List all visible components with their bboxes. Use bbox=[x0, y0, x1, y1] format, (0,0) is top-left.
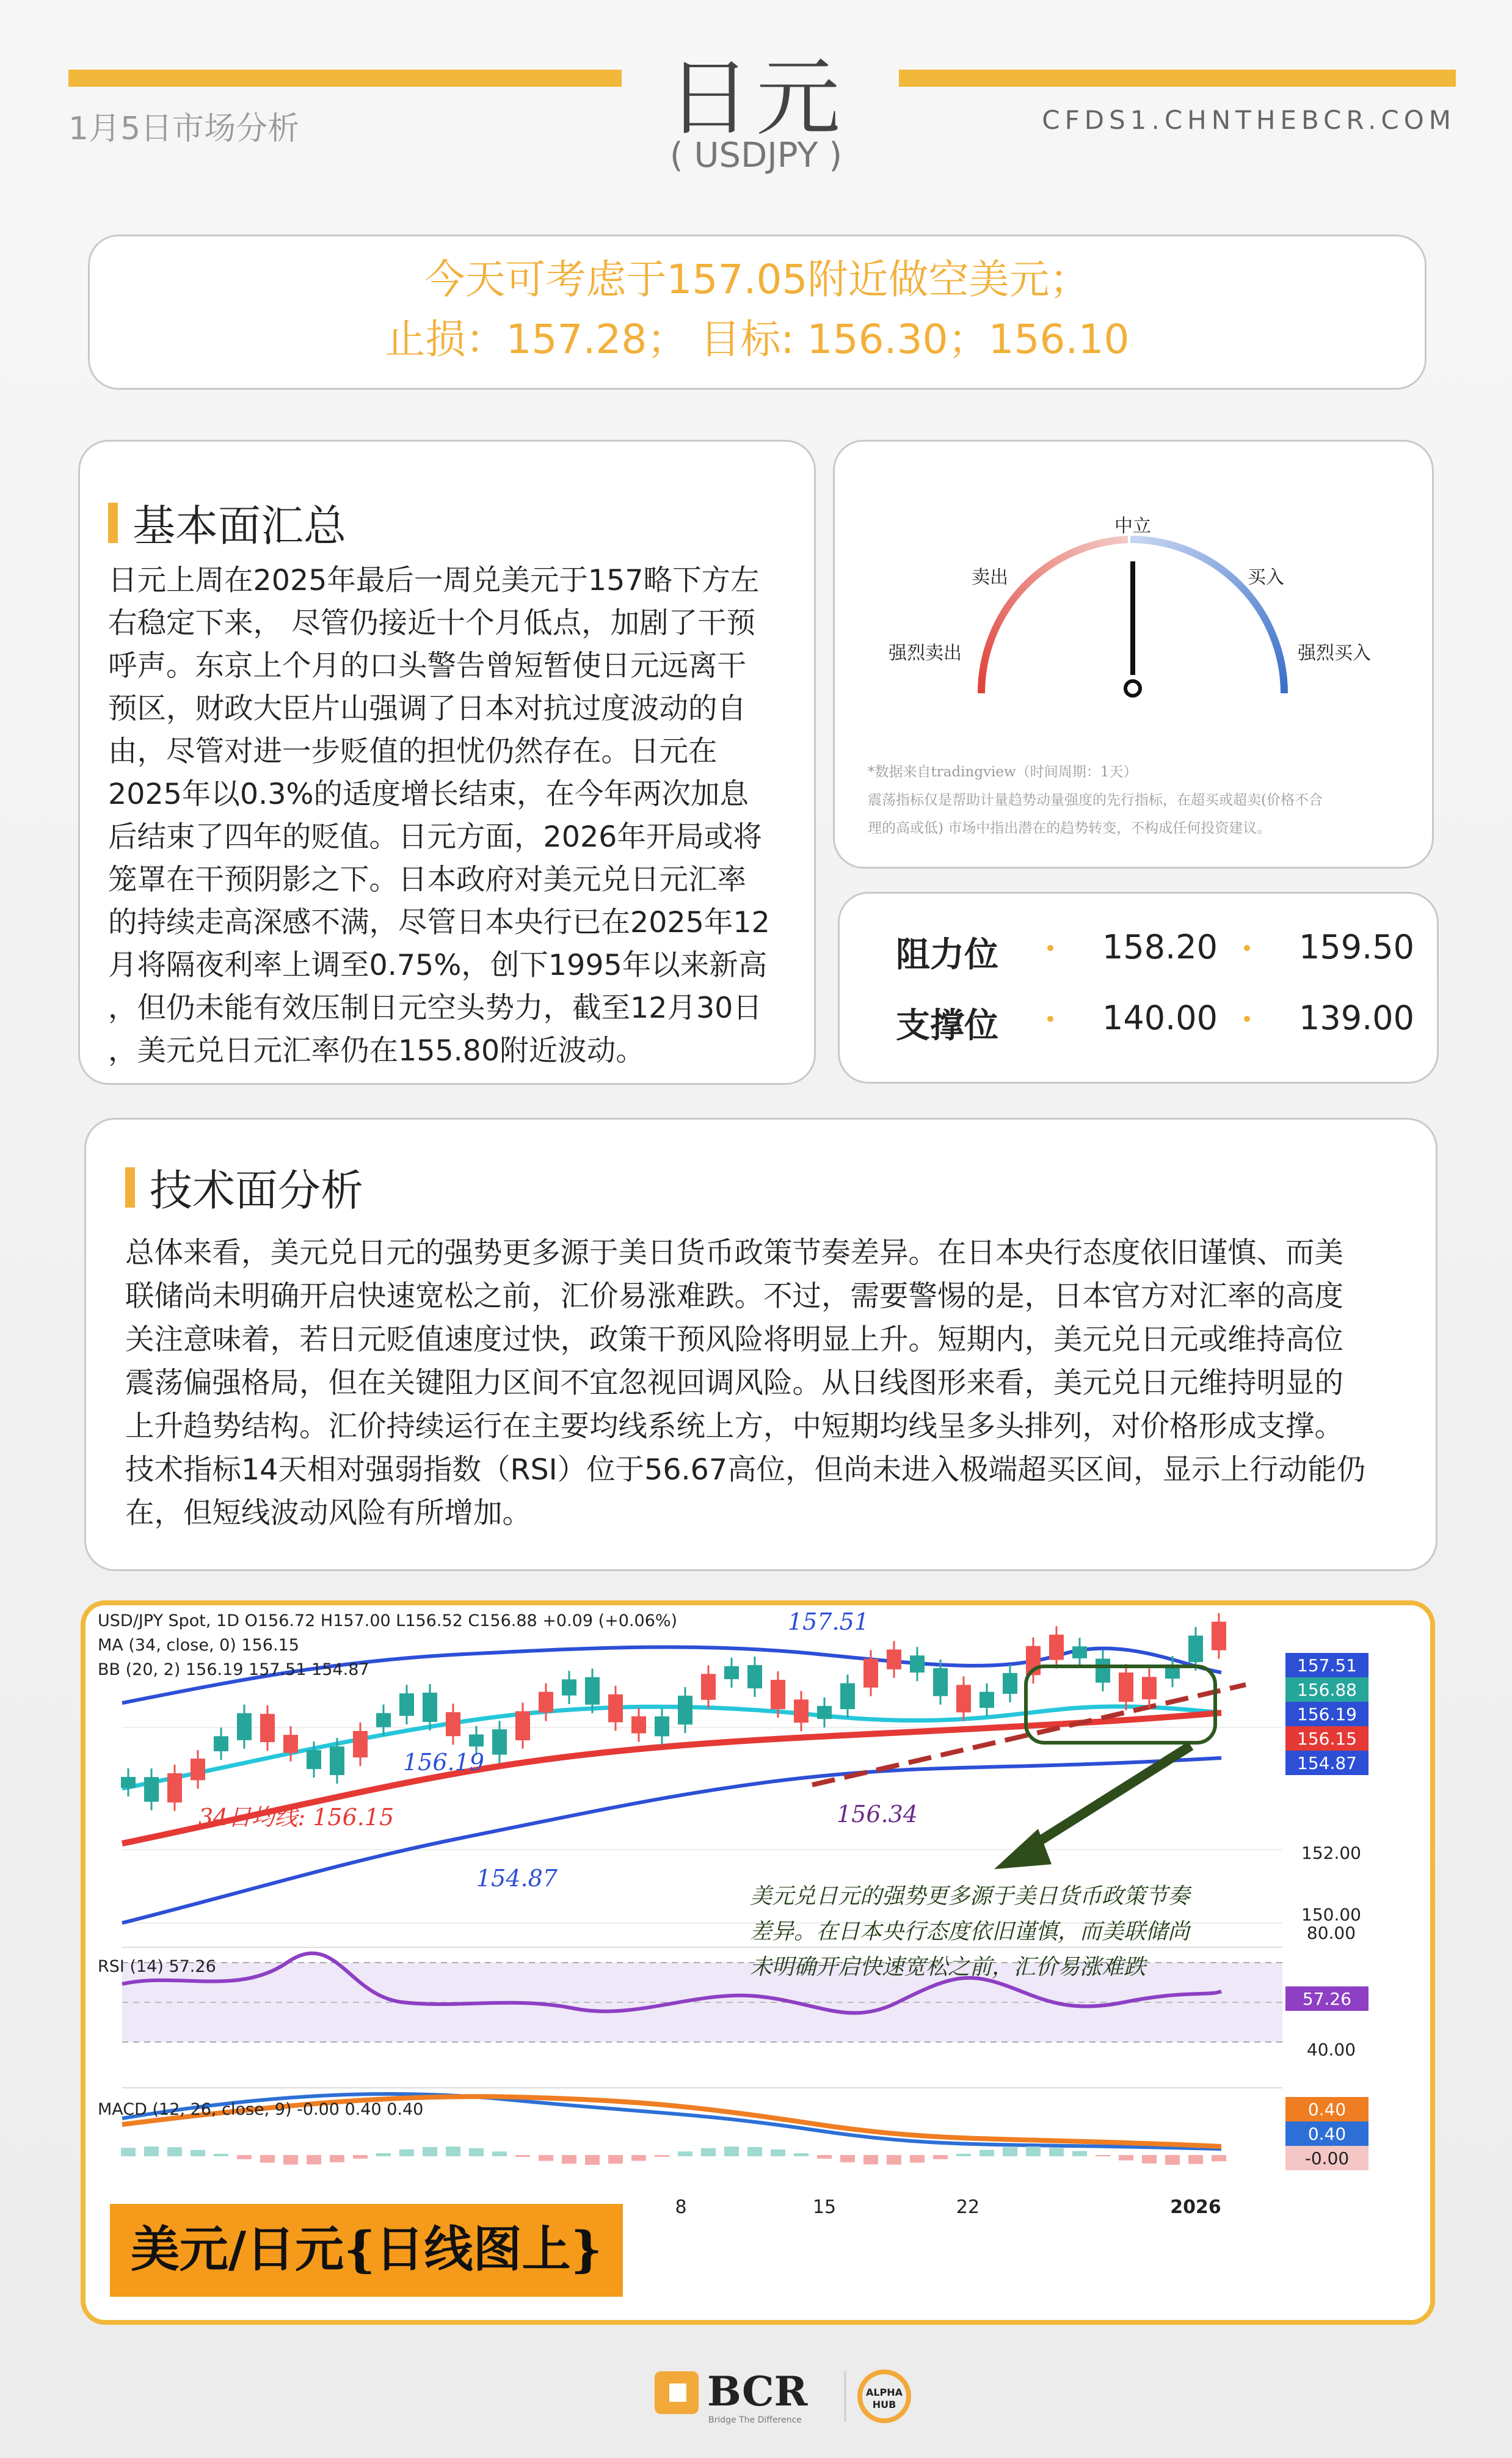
fundamentals-title: 基本面汇总 bbox=[133, 501, 346, 551]
gauge-label-sell: 卖出 bbox=[972, 567, 1008, 588]
macd-bar bbox=[863, 2155, 878, 2164]
macd-bar bbox=[330, 2155, 344, 2162]
macd-bar bbox=[1003, 2147, 1017, 2156]
candle-body bbox=[910, 1655, 925, 1672]
macd-bar bbox=[376, 2153, 391, 2156]
candle-body bbox=[237, 1713, 252, 1740]
macd-bar bbox=[399, 2150, 414, 2156]
gauge-label-strong-sell: 强烈卖出 bbox=[889, 643, 962, 664]
technical-line: 在，但短线波动风险有所增加。 bbox=[125, 1497, 531, 1530]
macd-tag-text: -0.00 bbox=[1304, 2148, 1350, 2168]
macd-bar bbox=[214, 2154, 228, 2156]
candle-body bbox=[794, 1699, 809, 1723]
candle-body bbox=[1072, 1646, 1087, 1658]
macd-bar bbox=[701, 2148, 716, 2156]
chart-banner-text: 美元/日元{日线图上} bbox=[130, 2220, 603, 2278]
technical-line: 联储尚未明确开启快速宽松之前，汇价易涨难跌。不过，需要警惕的是，日本官方对汇率的高度 bbox=[125, 1280, 1343, 1313]
gauge-pivot bbox=[1125, 681, 1140, 696]
macd-bar bbox=[492, 2151, 507, 2156]
gauge-label-strong-buy: 强烈买入 bbox=[1298, 643, 1371, 664]
fundamentals-body bbox=[108, 560, 786, 1073]
price-tag-text: 156.88 bbox=[1297, 1680, 1357, 1700]
bullet-icon bbox=[1047, 1016, 1053, 1022]
sentiment-gauge bbox=[835, 442, 1436, 759]
candle-body bbox=[330, 1746, 344, 1775]
macd-bar bbox=[1072, 2151, 1087, 2156]
resistance-value-1: 158.20 bbox=[1102, 928, 1218, 966]
macd-bar bbox=[585, 2155, 600, 2165]
annotation-note-line: 美元兑日元的强势更多源于美日货币政策节奏 bbox=[750, 1884, 1190, 1909]
candle-body bbox=[747, 1665, 762, 1688]
candle-body bbox=[817, 1706, 832, 1719]
price-tag-text: 156.19 bbox=[1297, 1704, 1357, 1724]
annotation-bb-mid: 156.19 bbox=[403, 1749, 484, 1776]
axis-label: 40.00 bbox=[1306, 2040, 1356, 2060]
heading-accent-bar bbox=[125, 1167, 135, 1208]
fundamentals-line: 笼罩在干预阴影之下。日本政府对美元兑日元汇率 bbox=[108, 863, 746, 897]
macd-bar bbox=[446, 2146, 460, 2156]
candle-body bbox=[655, 1716, 669, 1737]
candle-body bbox=[863, 1659, 878, 1688]
axis-label: 80.00 bbox=[1306, 1923, 1356, 1943]
fundamentals-line: 呼声。东京上个月的口头警告曾短暂使日元远离干 bbox=[108, 649, 746, 683]
macd-legend: MACD (12, 26, close, 9) -0.00 0.40 0.40 bbox=[98, 2100, 424, 2119]
candle-body bbox=[515, 1711, 530, 1740]
fundamentals-line: 日元上周在2025年最后一周兑美元于157略下方左 bbox=[108, 564, 760, 597]
technical-body bbox=[125, 1231, 1408, 1535]
macd-bar bbox=[1096, 2155, 1110, 2156]
chart-legend-line2: MA (34, close, 0) 156.15 bbox=[98, 1636, 299, 1655]
candle-body bbox=[1096, 1658, 1110, 1682]
candle-body bbox=[840, 1683, 855, 1710]
date-label: 8 bbox=[675, 2197, 687, 2218]
strategy-line-1: 今天可考虑于157.05附近做空美元； bbox=[424, 256, 1090, 303]
candle-body bbox=[307, 1750, 321, 1769]
candle-body bbox=[933, 1668, 948, 1696]
candle-body bbox=[260, 1714, 275, 1742]
candle-body bbox=[1003, 1673, 1017, 1694]
candle-body bbox=[353, 1731, 368, 1757]
fundamentals-line: 右稳定下来， 尽管仍接近十个月低点，加剧了干预 bbox=[108, 607, 756, 640]
resistance-row bbox=[840, 917, 1437, 978]
candle-body bbox=[887, 1649, 901, 1669]
levels-card bbox=[838, 892, 1439, 1084]
macd-bar bbox=[678, 2151, 692, 2156]
partner-line2: HUB bbox=[872, 2399, 896, 2410]
macd-bar bbox=[469, 2148, 484, 2156]
gauge-label-neutral: 中立 bbox=[1114, 516, 1151, 537]
candle-body bbox=[1119, 1672, 1133, 1702]
macd-bar bbox=[562, 2155, 576, 2164]
candle-body bbox=[423, 1693, 437, 1722]
macd-bar bbox=[933, 2155, 948, 2159]
macd-bar bbox=[539, 2155, 553, 2161]
bcr-logo-icon bbox=[651, 2363, 920, 2430]
date-label: 22 bbox=[956, 2197, 980, 2218]
footer-logo bbox=[651, 2363, 920, 2430]
macd-bar bbox=[283, 2155, 298, 2165]
candle-body bbox=[167, 1773, 182, 1803]
candle-body bbox=[539, 1692, 553, 1713]
macd-bar bbox=[1188, 2155, 1203, 2164]
macd-bar bbox=[237, 2155, 252, 2159]
macd-bar bbox=[1049, 2148, 1064, 2156]
candle-body bbox=[562, 1679, 576, 1695]
fundamentals-heading bbox=[108, 492, 786, 553]
macd-bar bbox=[747, 2147, 762, 2156]
chart-legend-line1: USD/JPY Spot, 1D O156.72 H157.00 L156.52 C156.88 +0.09 (+0.06%) bbox=[98, 1611, 678, 1630]
axis-label: 152.00 bbox=[1301, 1843, 1361, 1863]
fundamentals-line: ，但仍未能有效压制日元空头势力，截至12月30日 bbox=[108, 991, 762, 1025]
macd-tag-text: 0.40 bbox=[1307, 2099, 1347, 2120]
fundamentals-line: 后结束了四年的贬值。日元方面，2026年开局或将 bbox=[108, 820, 762, 854]
candle-body bbox=[678, 1696, 692, 1724]
page-subtitle: ( USDJPY ) bbox=[669, 136, 843, 175]
gauge-arc-buy bbox=[1130, 539, 1284, 693]
macd-tag-text: 0.40 bbox=[1307, 2124, 1347, 2144]
rsi-tag-text: 57.26 bbox=[1302, 1989, 1352, 2009]
candle-body bbox=[191, 1759, 205, 1780]
technical-line: 关注意味着，若日元贬值速度过快，政策干预风险将明显上升。短期内，美元兑日元或维持高位 bbox=[125, 1323, 1343, 1357]
date-label: 15 bbox=[812, 2197, 837, 2218]
axis-label: 150.00 bbox=[1301, 1905, 1361, 1925]
annotation-note-line: 未明确开启快速宽松之前，汇价易涨难跌 bbox=[750, 1955, 1146, 1980]
macd-bar bbox=[1026, 2146, 1041, 2156]
macd-bar bbox=[817, 2155, 832, 2159]
strategy-card bbox=[88, 235, 1427, 390]
candle-body bbox=[446, 1712, 460, 1736]
macd-bar bbox=[724, 2146, 739, 2156]
annotation-bb-lower: 154.87 bbox=[476, 1865, 558, 1892]
candle-body bbox=[399, 1693, 414, 1716]
macd-bar bbox=[191, 2150, 205, 2156]
candle-body bbox=[144, 1777, 159, 1801]
macd-bar bbox=[1165, 2155, 1180, 2165]
candle-body bbox=[214, 1736, 228, 1751]
price-chart bbox=[85, 1605, 1430, 2320]
bullet-icon bbox=[1047, 945, 1053, 951]
fundamentals-line: 预区，财政大臣片山强调了日本对抗过度波动的自 bbox=[108, 692, 746, 726]
brand-name: BCR bbox=[707, 2368, 808, 2415]
heading-accent-bar bbox=[108, 503, 118, 543]
technical-line: 技术指标14天相对强弱指数（RSI）位于56.67高位，但尚未进入极端超买区间，显示上行动能仍 bbox=[125, 1453, 1366, 1487]
candle-body bbox=[608, 1694, 623, 1723]
annotation-bb-upper: 157.51 bbox=[788, 1608, 869, 1635]
annotation-ma: 34日均线: 156.15 bbox=[198, 1804, 394, 1831]
technical-line: 总体来看，美元兑日元的强势更多源于美日货币政策节奏差异。在日本央行态度依旧谨慎、而美 bbox=[125, 1236, 1343, 1270]
macd-bar bbox=[353, 2155, 368, 2159]
chart-frame bbox=[81, 1600, 1435, 2325]
candle-body bbox=[701, 1674, 716, 1699]
annotation-ma-low: 156.34 bbox=[837, 1801, 918, 1828]
support-row bbox=[840, 988, 1437, 1049]
technical-card bbox=[84, 1118, 1437, 1571]
candle-body bbox=[956, 1685, 971, 1712]
macd-bar bbox=[910, 2155, 925, 2163]
macd-bar bbox=[121, 2148, 136, 2156]
fundamentals-card bbox=[78, 440, 816, 1085]
candle-body bbox=[469, 1734, 484, 1746]
gauge-label-buy: 买入 bbox=[1248, 567, 1284, 588]
candle-body bbox=[283, 1735, 298, 1752]
resistance-value-2: 159.50 bbox=[1299, 928, 1414, 966]
gauge-note-line: 震荡指标仅是帮助计量趋势动量强度的先行指标，在超买或超卖(价格不合 bbox=[868, 792, 1323, 808]
fundamentals-line: 2025年以0.3%的适度增长结束，在今年两次加息 bbox=[108, 778, 749, 811]
site-url: CFDS1.CHNTHEBCR.COM bbox=[1042, 105, 1456, 135]
candle-body bbox=[980, 1692, 994, 1708]
macd-bar bbox=[1142, 2155, 1157, 2164]
price-tag-text: 156.15 bbox=[1297, 1729, 1357, 1749]
strategy-line-2: 止损：157.28； 目标: 156.30；156.10 bbox=[385, 316, 1130, 363]
technical-line: 震荡偏强格局，但在关键阻力区间不宜忽视回调风险。从日线图形来看，美元兑日元维持明显的 bbox=[125, 1366, 1343, 1400]
technical-heading bbox=[125, 1156, 1408, 1218]
price-tag-text: 154.87 bbox=[1297, 1753, 1357, 1773]
chart-legend-line3: BB (20, 2) 156.19 157.51 154.87 bbox=[98, 1660, 369, 1679]
macd-bar bbox=[1212, 2155, 1226, 2161]
macd-bar bbox=[771, 2150, 785, 2156]
candle-body bbox=[376, 1713, 391, 1727]
bullet-icon bbox=[1244, 1016, 1250, 1022]
macd-bar bbox=[423, 2147, 437, 2156]
bullet-icon bbox=[1244, 945, 1250, 951]
gauge-note-line: 理的高或低) 市场中指出潜在的趋势转变，不构成任何投资建议。 bbox=[868, 820, 1271, 836]
candle-body bbox=[1142, 1677, 1157, 1699]
gauge-arc-sell bbox=[981, 539, 1128, 693]
fundamentals-line: ，美元兑日元汇率仍在155.80附近波动。 bbox=[108, 1034, 645, 1068]
support-value-1: 140.00 bbox=[1102, 999, 1218, 1037]
macd-bar bbox=[794, 2153, 809, 2156]
macd-bar bbox=[608, 2155, 623, 2164]
gauge-note bbox=[868, 758, 1405, 842]
brand-tagline: Bridge The Difference bbox=[708, 2415, 802, 2425]
macd-bar bbox=[260, 2155, 275, 2163]
price-tag-text: 157.51 bbox=[1297, 1655, 1357, 1676]
candle-body bbox=[585, 1677, 600, 1705]
macd-bar bbox=[307, 2155, 321, 2164]
partner-line1: ALPHA bbox=[865, 2387, 903, 2398]
fundamentals-line: 的持续走高深感不满，尽管日本央行已在2025年12 bbox=[108, 906, 770, 939]
macd-bar bbox=[1119, 2155, 1133, 2161]
rsi-legend: RSI (14) 57.26 bbox=[98, 1957, 216, 1976]
annotation-note-line: 差异。在日本央行态度依旧谨慎，而美联储尚 bbox=[750, 1919, 1190, 1944]
support-value-2: 139.00 bbox=[1299, 999, 1414, 1037]
date-label: 2026 bbox=[1170, 2197, 1221, 2218]
fundamentals-line: 月将隔夜利率上调至0.75%，创下1995年以来新高 bbox=[108, 949, 768, 982]
support-label: 支撑位 bbox=[896, 1006, 998, 1046]
macd-bar bbox=[655, 2155, 669, 2157]
macd-bar bbox=[167, 2147, 182, 2156]
fundamentals-line: 由，尽管对进一步贬值的担忧仍然存在。日元在 bbox=[108, 735, 718, 768]
macd-bar bbox=[840, 2155, 855, 2162]
candle-body bbox=[724, 1666, 739, 1679]
candle-body bbox=[631, 1716, 646, 1734]
page-title: 日元 bbox=[666, 49, 845, 147]
macd-bar bbox=[631, 2155, 646, 2161]
candle-body bbox=[1212, 1622, 1226, 1650]
gauge-card bbox=[833, 440, 1434, 869]
resistance-label: 阻力位 bbox=[896, 935, 998, 975]
candle-body bbox=[1049, 1635, 1064, 1660]
macd-bar bbox=[980, 2150, 994, 2156]
macd-bar bbox=[887, 2155, 901, 2165]
candle-body bbox=[771, 1680, 785, 1709]
candle-body bbox=[1188, 1636, 1203, 1662]
candle-body bbox=[492, 1729, 507, 1754]
macd-bar bbox=[515, 2155, 530, 2157]
header-date: 1月5日市场分析 bbox=[68, 111, 300, 147]
gauge-note-line: *数据来自tradingview（时间周期：1天） bbox=[868, 764, 1138, 780]
candle-body bbox=[121, 1777, 136, 1788]
macd-bar bbox=[144, 2146, 159, 2156]
technical-line: 上升趋势结构。汇价持续运行在主要均线系统上方，中短期均线呈多头排列，对价格形成支撑。 bbox=[125, 1410, 1343, 1443]
technical-title: 技术面分析 bbox=[150, 1165, 363, 1216]
macd-bar bbox=[956, 2154, 971, 2156]
